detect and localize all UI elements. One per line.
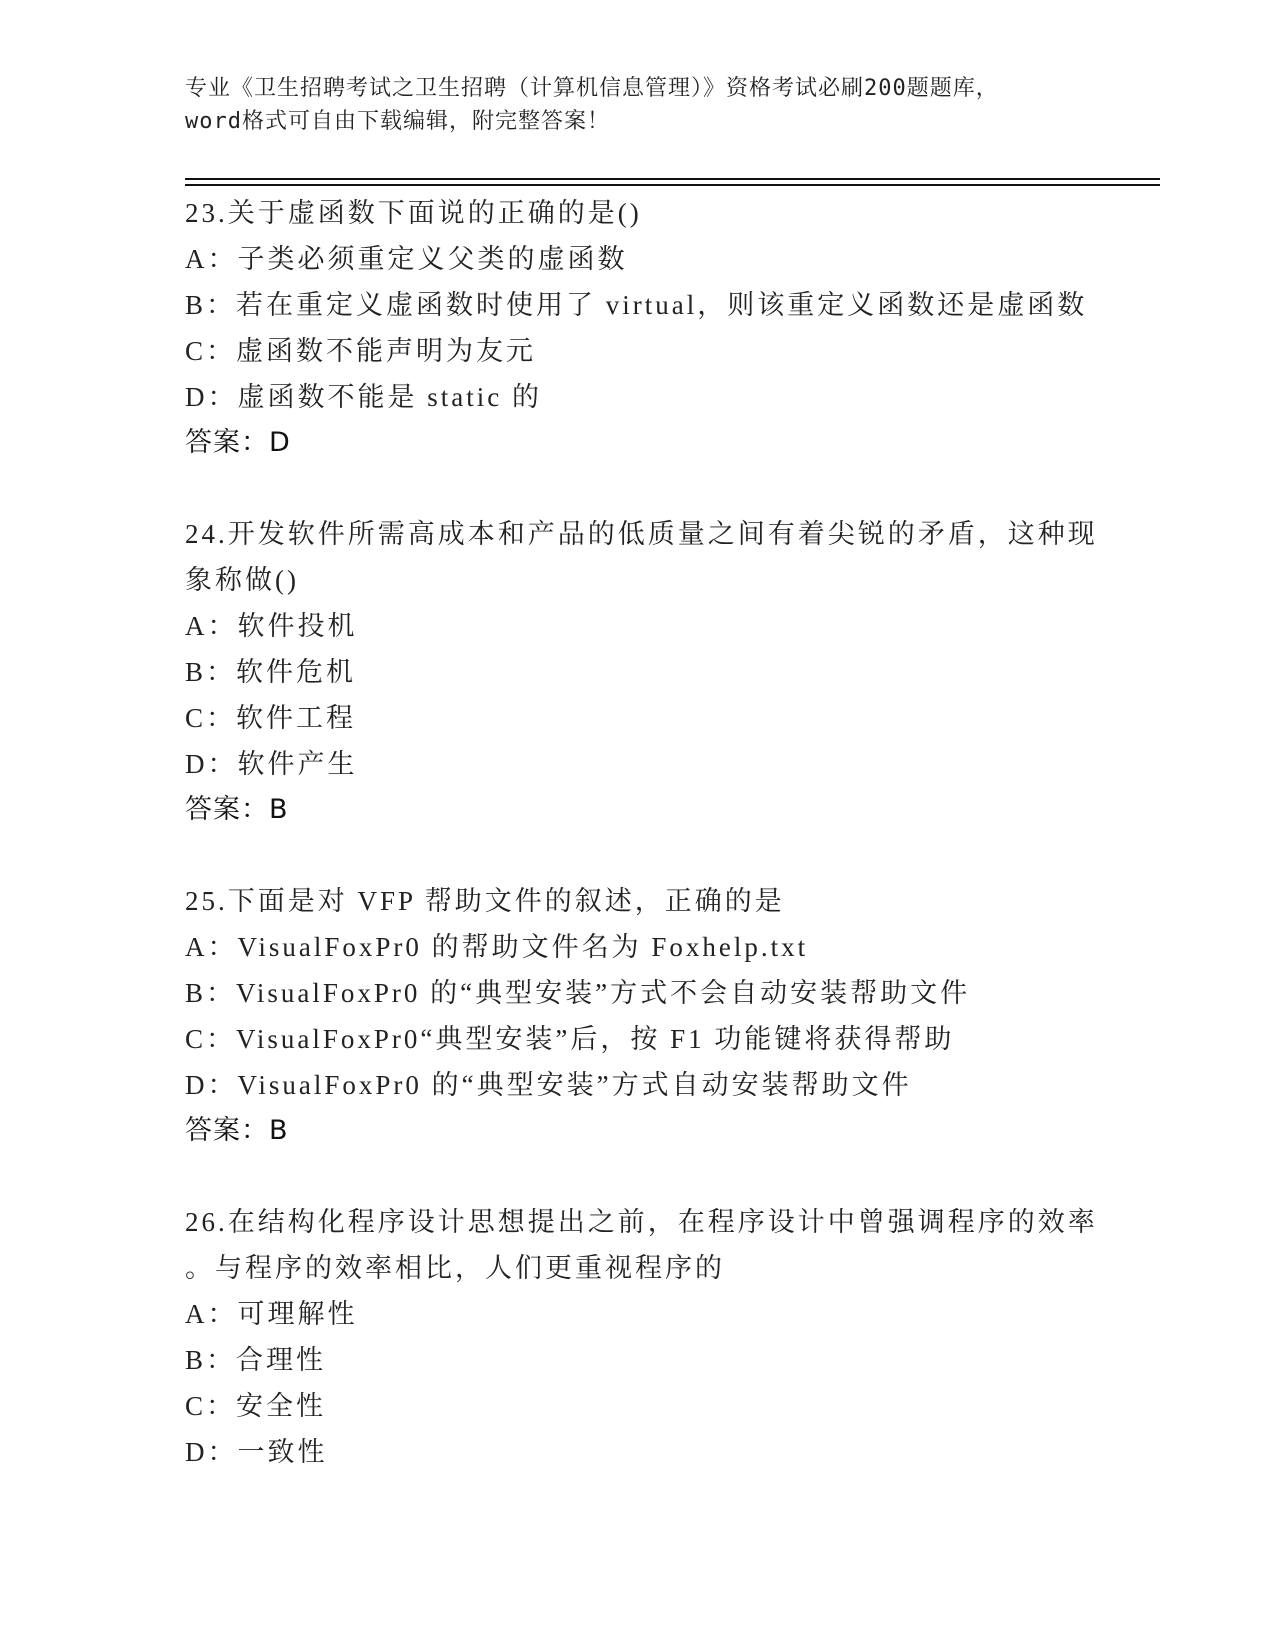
option-b: B：合理性 xyxy=(185,1345,327,1375)
question-23 xyxy=(185,190,1088,466)
header-divider-top xyxy=(185,178,1160,180)
answer-line: 答案：B xyxy=(185,1115,289,1146)
question-25 xyxy=(185,878,1085,1154)
option-b: B：VisualFoxPr0 的“典型安装”方式不会自动安装帮助文件 xyxy=(185,978,971,1008)
option-b: B：软件危机 xyxy=(185,657,357,687)
option-c: C：VisualFoxPr0“典型安装”后，按 F1 功能键将获得帮助 xyxy=(185,1024,955,1054)
question-24 xyxy=(185,511,1098,833)
question-stem: 25.下面是对 VFP 帮助文件的叙述，正确的是 xyxy=(185,886,785,916)
option-d: D：VisualFoxPr0 的“典型安装”方式自动安装帮助文件 xyxy=(185,1070,912,1100)
header-line-2: word格式可自由下载编辑，附完整答案！ xyxy=(185,109,610,134)
option-a: A：软件投机 xyxy=(185,611,358,641)
header-divider-bottom xyxy=(185,184,1160,186)
question-stem: 23.关于虚函数下面说的正确的是() xyxy=(185,198,642,228)
answer-line: 答案：B xyxy=(185,794,289,825)
document-header xyxy=(185,72,1085,138)
option-a: A：VisualFoxPr0 的帮助文件名为 Foxhelp.txt xyxy=(185,932,809,962)
option-d: D：虚函数不能是 static 的 xyxy=(185,382,542,412)
option-c: C：软件工程 xyxy=(185,703,357,733)
option-b: B：若在重定义虚函数时使用了 virtual，则该重定义函数还是虚函数 xyxy=(185,290,1088,320)
question-26 xyxy=(185,1199,1098,1475)
answer-line: 答案：D xyxy=(185,427,291,458)
question-list xyxy=(185,190,1098,1520)
question-stem: 26.在结构化程序设计思想提出之前，在程序设计中曾强调程序的效率 xyxy=(185,1207,1098,1237)
option-a: A：子类必须重定义父类的虚函数 xyxy=(185,244,628,274)
option-d: D：软件产生 xyxy=(185,749,358,779)
option-c: C：安全性 xyxy=(185,1391,327,1421)
question-stem-continued: 。与程序的效率相比，人们更重视程序的 xyxy=(185,1253,725,1283)
question-stem-continued: 象称做() xyxy=(185,565,299,595)
question-stem: 24.开发软件所需高成本和产品的低质量之间有着尖锐的矛盾，这种现 xyxy=(185,519,1098,549)
header-line-1: 专业《卫生招聘考试之卫生招聘（计算机信息管理）》资格考试必刷200题题库， xyxy=(185,76,999,101)
option-a: A：可理解性 xyxy=(185,1299,358,1329)
option-c: C：虚函数不能声明为友元 xyxy=(185,336,537,366)
option-d: D：一致性 xyxy=(185,1437,328,1467)
